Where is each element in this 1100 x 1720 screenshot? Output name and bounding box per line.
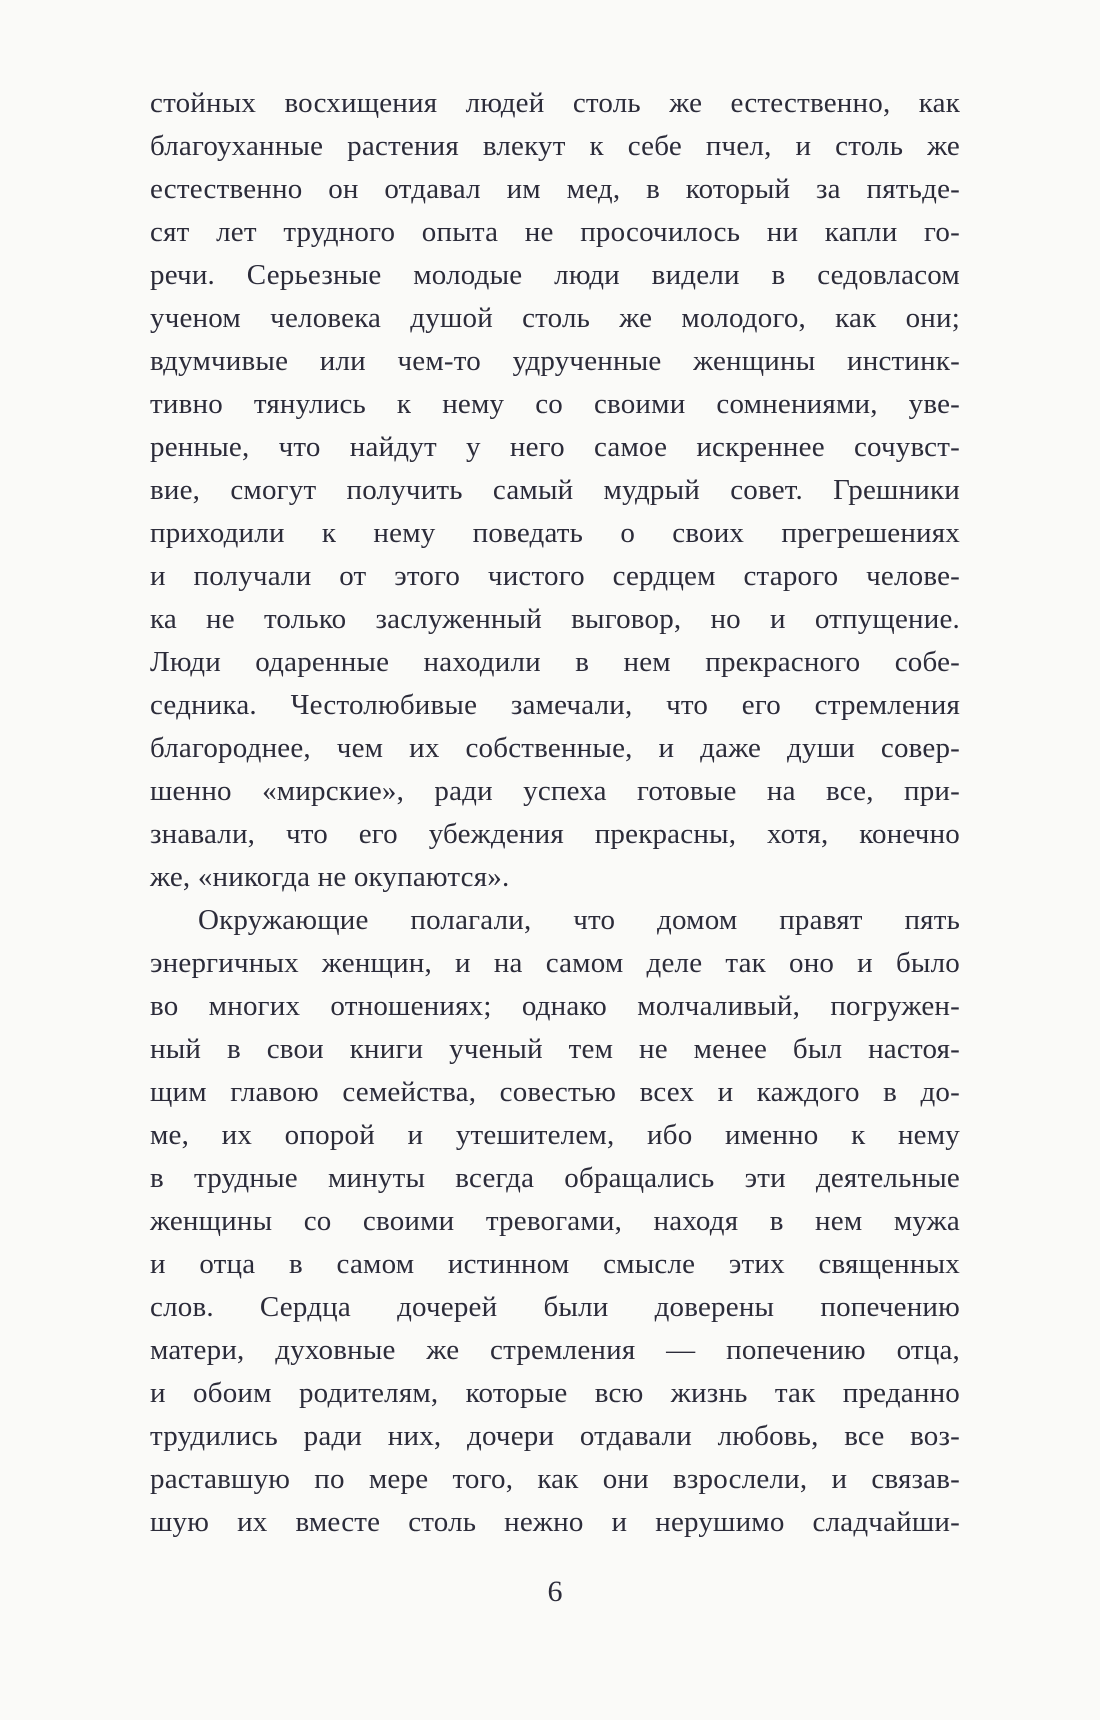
text-line: слов. Сердца дочерей были доверены попечению	[150, 1291, 960, 1323]
text-line: речи. Серьезные молодые люди видели в седовласом	[150, 259, 960, 291]
text-line: щим главою семейства, совестью всех и каждого в до-	[150, 1076, 960, 1108]
paragraph	[150, 899, 960, 1544]
text-line: благоуханные растения влекут к себе пчел, и столь же	[150, 130, 960, 162]
text-line: трудились ради них, дочери отдавали любовь, все воз-	[150, 1420, 960, 1452]
text-line: тивно тянулись к нему со своими сомнениями, уве-	[150, 388, 960, 420]
text-block	[150, 82, 960, 1544]
text-line: и отца в самом истинном смысле этих священных	[150, 1248, 960, 1280]
text-line: же, «никогда не окупаются».	[150, 861, 510, 893]
text-line: Люди одаренные находили в нем прекрасного собе-	[150, 646, 960, 678]
text-line: во многих отношениях; однако молчаливый, погружен-	[150, 990, 960, 1022]
text-line: ме, их опорой и утешителем, ибо именно к нему	[150, 1119, 960, 1151]
text-line: и обоим родителям, которые всю жизнь так преданно	[150, 1377, 960, 1409]
paragraph	[150, 82, 960, 899]
text-line: энергичных женщин, и на самом деле так оно и было	[150, 947, 960, 979]
text-line: женщины со своими тревогами, находя в нем мужа	[150, 1205, 960, 1237]
text-line: стойных восхищения людей столь же естественно, как	[150, 87, 960, 119]
text-line: матери, духовные же стремления — попечению отца,	[150, 1334, 960, 1366]
text-line: приходили к нему поведать о своих прегрешениях	[150, 517, 960, 549]
text-line: шую их вместе столь нежно и нерушимо сладчайши-	[150, 1506, 960, 1538]
text-line: ученом человека душой столь же молодого, как они;	[150, 302, 960, 334]
text-line: в трудные минуты всегда обращались эти деятельные	[150, 1162, 960, 1194]
text-line: и получали от этого чистого сердцем старого челове-	[150, 560, 960, 592]
text-line: Окружающие полагали, что домом правят пять	[198, 904, 960, 936]
text-line: вдумчивые или чем-то удрученные женщины инстинк-	[150, 345, 960, 377]
text-line: вие, смогут получить самый мудрый совет. Грешники	[150, 474, 960, 506]
text-line: шенно «мирские», ради успеха готовые на все, при-	[150, 775, 960, 807]
text-line: ренные, что найдут у него самое искреннее сочувст-	[150, 431, 960, 463]
text-line: благороднее, чем их собственные, и даже души совер-	[150, 732, 960, 764]
text-line: сят лет трудного опыта не просочилось ни капли го-	[150, 216, 960, 248]
text-line: ный в свои книги ученый тем не менее был настоя-	[150, 1033, 960, 1065]
text-line: седника. Честолюбивые замечали, что его стремления	[150, 689, 960, 721]
text-line: ка не только заслуженный выговор, но и отпущение.	[150, 603, 960, 635]
text-line: раставшую по мере того, как они взрослели, и связав-	[150, 1463, 960, 1495]
text-line: знавали, что его убеждения прекрасны, хотя, конечно	[150, 818, 960, 850]
page-number: 6	[547, 1575, 563, 1608]
text-line: естественно он отдавал им мед, в который за пятьде-	[150, 173, 960, 205]
